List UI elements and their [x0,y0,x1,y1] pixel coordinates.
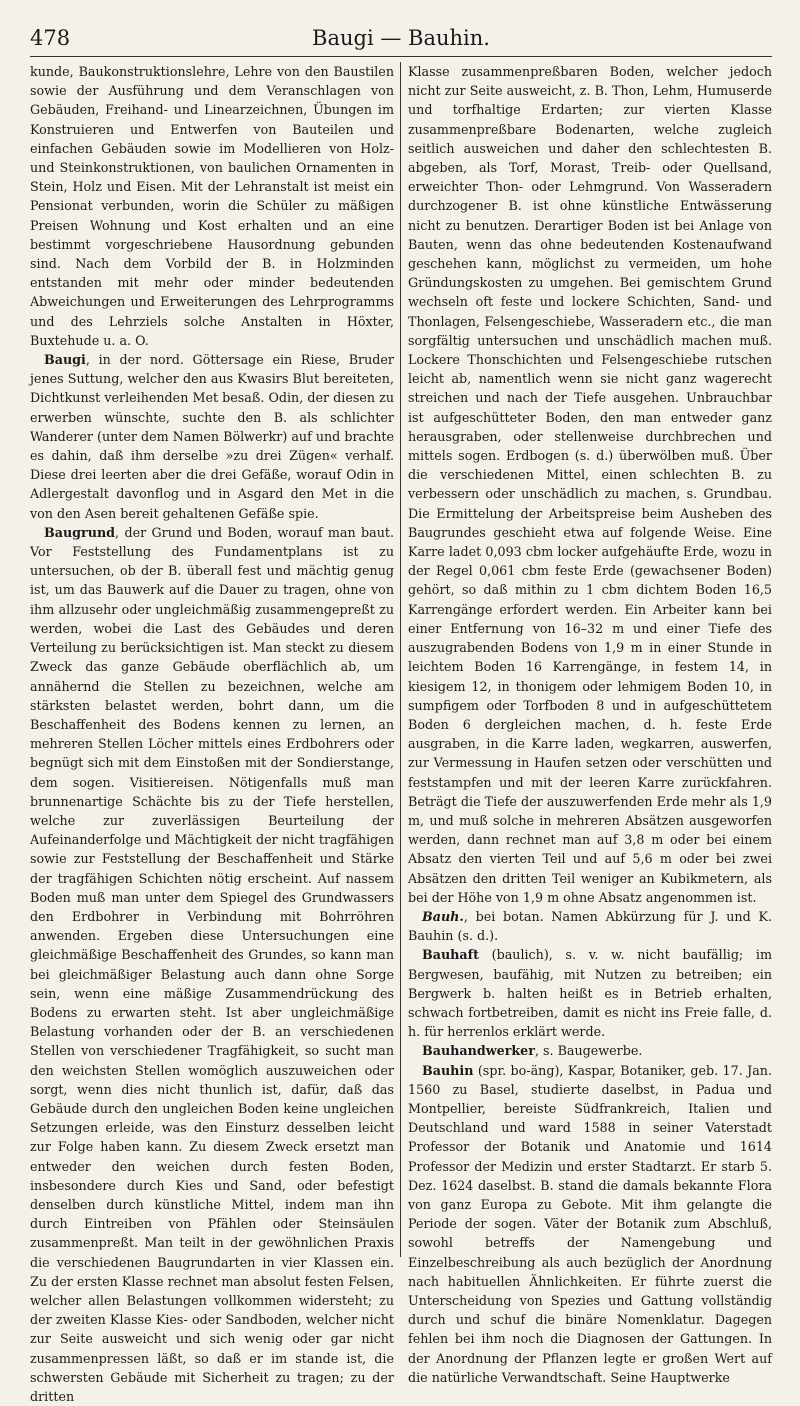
entry-bauhaft [408,945,772,1041]
entry-text: , s. Baugewerbe. [534,1043,643,1059]
lemma-bauhaft: Bauhaft [422,947,479,963]
lemma-bauh: Bauh. [422,908,464,924]
entry-baugrund [30,523,394,1406]
entry-baugi [30,350,394,523]
lemma-bauhin: Bauhin [422,1062,474,1078]
entry-bauhandwerker [408,1041,772,1060]
entry-continuation [408,62,772,907]
entry-text: (baulich), s. v. w. nicht baufällig; im Bergwesen, baufähig, mit Nutzen zu betreiben; ein Bergwerk b. halten heißt es in Betrieb erhalten, schwach fortbetreiben, damit es nicht ins Freie falle, d. h. für herrenlos erklärt werde. [408,947,772,1040]
lemma-baugi: Baugi [44,352,86,368]
entry-text: kunde, Baukonstruktionslehre, Lehre von den Baustilen sowie der Ausführung und dem Veranschlagen von Gebäuden, Freihand- und Linearzeichnen, Übungen im Konstruieren und Entwerfen von Bauteilen und einfachen Gebäuden sowie im Modellieren von Holz- und Steinkonstruktionen, von baulichen Ornamenten in Stein, Holz und Eisen. Mit der Lehranstalt ist meist ein Pensionat verbunden, worin die Schüler zu mäßigen Preisen Wohnung und Kost erhalten und an eine bestimmt vorgeschriebene Hausordnung gebunden sind. Nach dem Vorbild der B. in Holzminden entstanden mit mehr oder minder bedeutenden Abweichungen und Erweiterungen des Lehrprogramms und des Lehrziels solche Anstalten in Höxter, Buxtehude u. a. O. [30,64,394,348]
entry-text: Klasse zusammenpreßbaren Boden, welcher jedoch nicht zur Seite ausweicht, z. B. Thon, Lehm, Humuserde und torfhaltige Erdarten; zur vierten Klasse zusammenpreßbare Bodenarten, welche zugleich seitlich ausweichen und daher den schlechtesten B. abgeben, als Torf, Morast, Treib- oder Quellsand, erweichter Thon- oder Lehmgrund. Von Wasseradern durchzogener B. ist ohne künstliche Entwässerung nicht zu benutzen. Derartiger Boden ist bei Anlage von Bauten, wenn das ohne bedeutenden Kostenaufwand geschehen kann, möglichst zu vermeiden, um hohe Gründungskosten zu umgehen. Bei gemischtem Grund wechseln oft feste und lockere Schichten, Sand- und Thonlagen, Felsengeschiebe, Wasseradern etc., die man sorgfältig untersuchen und unschädlich machen muß. Lockere Thonschichten und Felsengeschiebe rutschen leicht ab, namentlich wenn sie nicht ganz wagerecht streichen und nach der Tiefe ausgehen. Unbrauchbar ist aufgeschütteter Boden, den man entweder ganz herausgraben, oder stellenweise durchbrechen und mittels sogen. Erdbogen (s. d.) überwölben muß. Über die verschiedenen Mittel, einen schlechten B. zu verbessern oder unschädlich zu machen, s. Grundbau. Die Ermittelung der Arbeitspreise beim Ausheben des Baugrundes geschieht etwa auf folgende Weise. Eine Karre ladet 0,093 cbm locker aufgehäufte Erde, wozu in der Regel 0,061 cbm feste Erde (gewachsener Boden) gehört, so daß mithin zu 1 cbm dichtem Boden 16,5 Karrengänge erfordert werden. Ein Arbeiter kann bei einer Entfernung von 16–32 m und einer Tiefe des auszugrabenden Bodens von 1,9 m in einer Stunde in leichtem Boden 16 Karrengänge, in festem 14, in kiesigem 12, in thonigem oder lehmigem Boden 10, in sumpfigem oder Torfboden 8 und in aufgeschüttetem Boden 6 dergleichen machen, d. h. feste Erde ausgraben, in die Karre laden, wegkarren, auswerfen, zur Vermessung in Haufen setzen oder verschütten und feststampfen und mit der leeren Karre zurückfahren. Beträgt die Tiefe der auszuwerfenden Erde mehr als 1,9 m, und muß solche in mehreren Absätzen ausgeworfen werden, dann rechnet man auf 3,8 m oder bei einem Absatz den vierten Teil und auf 5,6 m oder bei zwei Absätzen den dritten Teil weniger an Kubikmetern, als bei der Höhe von 1,9 m ohne Absatz angenommen ist. [408,64,772,905]
dictionary-page [30,20,772,1405]
right-column [408,62,772,1385]
page-header [30,20,772,57]
entry-text: , bei botan. Namen Abkürzung für J. und K. Bauhin (s. d.). [408,908,772,944]
entry-bauhin [408,1061,772,1387]
running-head: Baugi — Bauhin. [312,26,490,50]
entry-text: , der Grund und Boden, worauf man baut. Vor Feststellung des Fundamentplans ist zu untersuchen, ob der B. überall fest und mächtig genug ist, um das Bauwerk auf die Dauer zu tragen, ohne von ihm allzusehr oder ungleichmäßig zusammengepreßt zu werden, wobei die Last des Gebäudes und deren Verteilung zu berücksichtigen ist. Man steckt zu diesem Zweck das ganze Gebäude oberflächlich ab, um annähernd die Stellen zu bezeichnen, welche am stärksten belastet werden, bohrt dann, um die Beschaffenheit des Bodens kennen zu lernen, an mehreren Stellen Löcher mittels eines Erdbohrers oder begnügt sich mit dem Einstoßen mit der Sondierstange, dem sogen. Visitiereisen. Nötigenfalls muß man brunnenartige Schächte bis zu der Tiefe herstellen, welche zur zuverlässigen Beurteilung der Aufeinanderfolge und Mächtigkeit der nicht tragfähigen sowie zur Feststellung der Beschaffenheit und Stärke der tragfähigen Schichten nötig erscheint. Auf nassem Boden muß man unter dem Spiegel des Grundwassers den Erdbohrer in Verbindung mit Bohrröhren anwenden. Ergeben diese Untersuchungen eine gleichmäßige Beschaffenheit des Grundes, so kann man bei gleichmäßiger Belastung auch dann ohne Sorge sein, wenn eine mäßige Zusammendrückung des Bodens zu erwarten steht. Ist aber ungleichmäßige Belastung vorhanden oder der B. an verschiedenen Stellen von verschiedener Tragfähigkeit, so sucht man den weichsten Stellen womöglich auszuweichen oder sorgt, wenn dies nicht thunlich ist, dafür, daß das Gebäude durch den ungleichen Boden keine ungleichen Setzungen erleide, was den Einsturz desselben leicht zur Folge haben kann. Zu diesem Zweck ersetzt man entweder den weichen durch festen Boden, insbesondere durch Kies und Sand, oder befestigt denselben durch künstliche Mittel, indem man ihn durch Eintreiben von Pfählen oder Steinsäulen zusammenpreßt. Man teilt in der gewöhnlichen Praxis die verschiedenen Baugrundarten in vier Klassen ein. Zu der ersten Klasse rechnet man absolut festen Felsen, welcher allen Belastungen vollkommen widersteht; zu der zweiten Klasse Kies- oder Sandboden, welcher nicht zur Seite ausweicht und sich wenig oder gar nicht zusammenpressen läßt, so daß er im stande ist, die schwersten Gebäude mit Sicherheit zu tragen; zu der dritten [30,524,394,1405]
entry-bauh [408,907,772,945]
page-number: 478 [30,26,71,50]
entry-text: (spr. bo-äng), Kaspar, Botaniker, geb. 17. Jan. 1560 zu Basel, studierte daselbst, in Padua und Montpellier, bereiste Südfrankreich, Italien und Deutschland und ward 1588 in seiner Vaterstadt Professor der Botanik und Anatomie und 1614 Professor der Medizin und erster Stadtarzt. Er starb 5. Dez. 1624 daselbst. B. stand die damals bekannte Flora von ganz Europa zu Gebote. Mit ihm gelangte die Periode der sogen. Väter der Botanik zum Abschluß, sowohl betreffs der Namengebung und Einzelbeschreibung als auch bezüglich der Anordnung nach habituellen Ähnlichkeiten. Er führte zuerst die Unterscheidung von Spezies und Gattung vollständig durch und schuf die binäre Nomenklatur. Dagegen fehlen bei ihm noch die Diagnosen der Gattungen. In der Anordnung der Pflanzen legte er großen Wert auf die natürliche Verwandtschaft. Seine Hauptwerke [408,1062,772,1385]
left-column [30,62,394,1405]
entry-continuation [30,62,394,350]
lemma-bauhandwerker: Bauhandwerker [422,1043,535,1059]
column-divider [400,62,401,1257]
lemma-baugrund: Baugrund [44,524,116,540]
text-columns [30,62,772,1405]
entry-text: , in der nord. Göttersage ein Riese, Bruder jenes Suttung, welcher den aus Kwasirs Blut bereiteten, Dichtkunst verleihenden Met besaß. Odin, der diesen zu erwerben wünschte, suchte den B. als schlichter Wanderer (unter dem Namen Bölwerkr) auf und brachte es dahin, daß ihm derselbe »zu drei Zügen« verhalf. Diese drei leerten aber die drei Gefäße, worauf Odin in Adlergestalt davonflog und in Asgard den Met in die von den Asen bereit gehaltenen Gefäße spie. [30,352,394,521]
